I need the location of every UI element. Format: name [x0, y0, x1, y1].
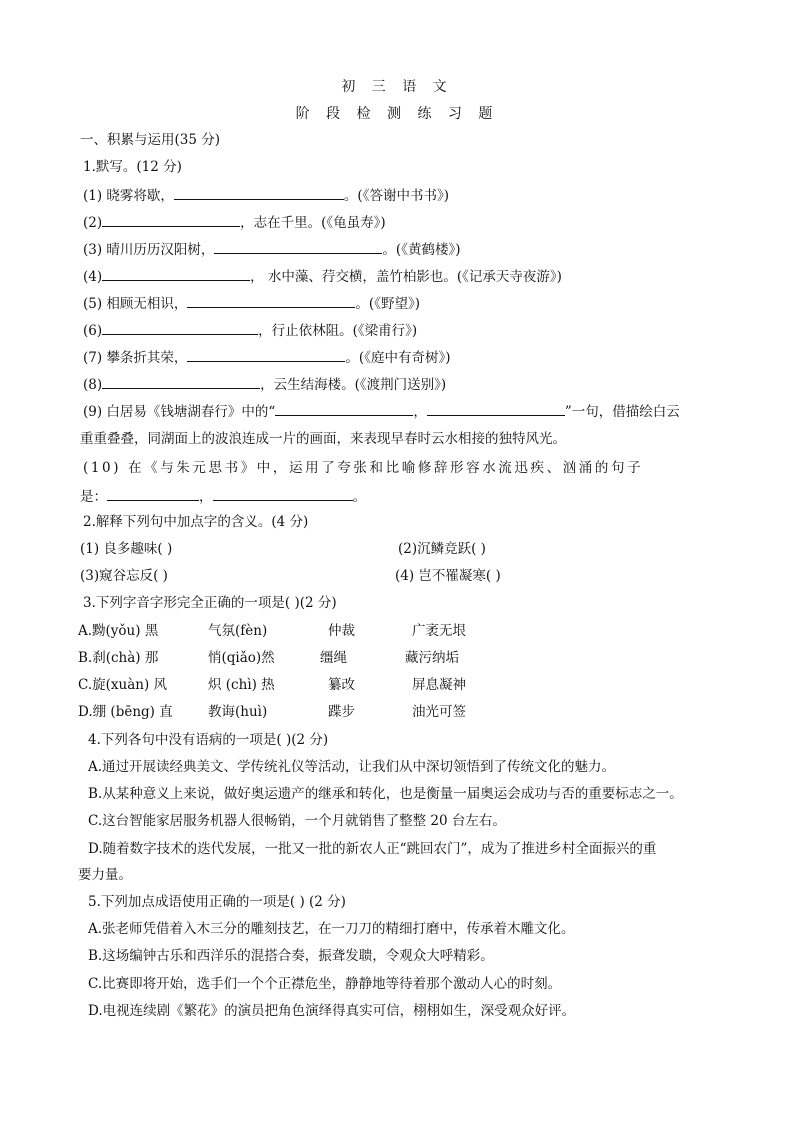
q1-line-2-prefix: (2)	[83, 215, 103, 231]
q1-line-10-continuation	[80, 486, 366, 506]
q1-line-5	[83, 293, 420, 313]
q1-line-6	[83, 320, 417, 340]
answer-blank[interactable]	[214, 239, 382, 254]
answer-blank[interactable]	[174, 185, 344, 200]
q1-line-7	[83, 347, 450, 367]
q1-line-1	[83, 185, 449, 205]
q3-option-c-word-2: 炽 (chì) 热	[208, 677, 275, 693]
q1-line-10-suffix: 。	[352, 489, 366, 505]
q3-option-c-word-3: 纂改	[328, 677, 355, 693]
q5-option-a: A.张老师凭借着入木三分的雕刻技艺，在一刀刀的精细打磨中，传承着木雕文化。	[88, 921, 575, 937]
q4-option-d-continuation: 要力量。	[78, 867, 132, 883]
section-heading: 一、积累与运用(35 分)	[80, 132, 221, 148]
q1-line-7-suffix: 。(《庭中有奇树》)	[345, 350, 451, 366]
question-1-heading: 1.默写。(12 分)	[83, 159, 182, 175]
q3-option-d-word-4: 油光可签	[412, 704, 466, 720]
q1-line-10-sep: ，	[199, 489, 213, 505]
q1-line-8	[83, 374, 446, 394]
q1-line-1-suffix: 。(《答谢中书书》)	[343, 188, 449, 204]
q5-option-d: D.电视连续剧《繁花》的演员把角色演绎得真实可信，栩栩如生，深受观众好评。	[88, 1003, 576, 1019]
q1-line-6-suffix: ，行止依林阻。(《梁甫行》)	[258, 323, 418, 339]
q1-line-2	[83, 212, 386, 232]
q1-line-3-suffix: 。(《黄鹤楼》)	[382, 242, 461, 258]
q1-line-10: (10) 在《与朱元思书》中，运用了夸张和比喻修辞形容水流迅疾、汹涌的句子	[83, 460, 644, 476]
q3-option-d-word-2: 教诲(huì)	[208, 704, 268, 720]
answer-blank[interactable]	[102, 212, 240, 227]
doc-title: 初 三 语 文	[341, 79, 453, 95]
answer-blank[interactable]	[187, 293, 355, 308]
question-4-heading: 4.下列各句中没有语病的一项是( )(2 分)	[88, 732, 329, 748]
q5-option-c: C.比赛即将开始，选手们一个个正襟危坐，静静地等待着那个激动人心的时刻。	[88, 976, 562, 992]
q1-line-5-suffix: 。(《野望》)	[355, 296, 420, 312]
q3-option-a-word-1: A.黝(yǒu) 黑	[78, 623, 159, 639]
question-3-heading: 3.下列字音字形完全正确的一项是( )(2 分)	[83, 595, 337, 611]
q1-line-5-prefix: (5) 相顾无相识，	[83, 296, 188, 312]
q5-option-b: B.这场编钟古乐和西洋乐的混搭合奏，振聋发聩，令观众大呼精彩。	[88, 948, 494, 964]
q1-line-6-prefix: (6)	[83, 323, 103, 339]
q3-option-b-word-4: 藏污纳垢	[405, 650, 459, 666]
q1-line-10-prefix: 是：	[80, 489, 107, 505]
q1-line-9-prefix: (9) 白居易《钱塘湖春行》中的“	[83, 404, 276, 420]
doc-subtitle: 阶 段 检 测 练 习 题	[295, 106, 499, 122]
q3-option-c-word-4: 屏息凝神	[412, 677, 466, 693]
answer-blank[interactable]	[187, 347, 345, 362]
q3-option-a-word-3: 仲裁	[328, 623, 355, 639]
q1-line-9-suffix: ”一句，借描绘白云	[564, 404, 680, 420]
q4-option-b: B.从某种意义上来说，做好奥运遗产的继承和转化，也是衡量一届奥运会成功与否的重要标志之一。	[88, 786, 683, 802]
q3-option-b-word-3: 缰绳	[320, 650, 347, 666]
q1-line-7-prefix: (7) 攀条折其荣，	[83, 350, 188, 366]
q2-item-2: (2)沉鳞竞跃( )	[398, 541, 486, 557]
answer-blank[interactable]	[427, 401, 565, 416]
q1-line-9-continuation: 重重叠叠，同湖面上的波浪连成一片的画面，来表现早春时云水相接的独特风光。	[80, 431, 566, 447]
q1-line-8-prefix: (8)	[83, 377, 103, 393]
answer-blank[interactable]	[275, 401, 413, 416]
answer-blank[interactable]	[107, 486, 199, 501]
q2-item-3: (3)窥谷忘反( )	[80, 568, 168, 584]
q1-line-4-suffix: ， 水中藻、荇交横，盖竹柏影也。(《记承天寺夜游》)	[250, 269, 562, 285]
q1-line-4	[83, 266, 562, 286]
q3-option-a-word-2: 气氛(fèn)	[208, 623, 268, 639]
answer-blank[interactable]	[102, 266, 250, 281]
q1-line-8-suffix: ，云生结海楼。(《渡荆门送别》)	[260, 377, 447, 393]
question-5-heading: 5.下列加点成语使用正确的一项是( ) (2 分)	[88, 894, 346, 910]
answer-blank[interactable]	[102, 374, 260, 389]
q1-line-9	[83, 401, 680, 421]
q3-option-b-word-1: B.刹(chà) 那	[78, 650, 159, 666]
q2-item-1: (1) 良多趣味( )	[80, 541, 173, 557]
q3-option-d-word-3: 蹀步	[328, 704, 355, 720]
q1-line-1-prefix: (1) 晓雾将歇，	[83, 188, 174, 204]
q2-item-4: (4) 岂不罹凝寒( )	[395, 568, 501, 584]
q1-line-2-suffix: ，志在千里。(《龟虽寿》)	[240, 215, 386, 231]
question-2-heading: 2.解释下列句中加点字的含义。(4 分)	[83, 514, 309, 530]
answer-blank[interactable]	[102, 320, 258, 335]
q4-option-a: A.通过开展读经典美文、学传统礼仪等活动，让我们从中深切领悟到了传统文化的魅力。	[88, 759, 616, 775]
answer-blank[interactable]	[213, 486, 353, 501]
q1-line-4-prefix: (4)	[83, 269, 103, 285]
q1-line-3-prefix: (3) 晴川历历汉阳树，	[83, 242, 215, 258]
q4-option-d: D.随着数字技术的迭代发展，一批又一批的新农人正“跳回农门”，成为了推进乡村全面振兴的重	[88, 841, 657, 857]
q4-option-c: C.这台智能家居服务机器人很畅销，一个月就销售了整整 20 台左右。	[88, 813, 506, 829]
q3-option-b-word-2: 悄(qiǎo)然	[208, 650, 275, 666]
q1-line-3	[83, 239, 460, 259]
q1-line-9-sep: ，	[413, 404, 427, 420]
q3-option-c-word-1: C.旋(xuàn) 风	[78, 677, 168, 693]
q3-option-d-word-1: D.绷 (bēng) 直	[78, 704, 173, 720]
q3-option-a-word-4: 广袤无垠	[412, 623, 466, 639]
